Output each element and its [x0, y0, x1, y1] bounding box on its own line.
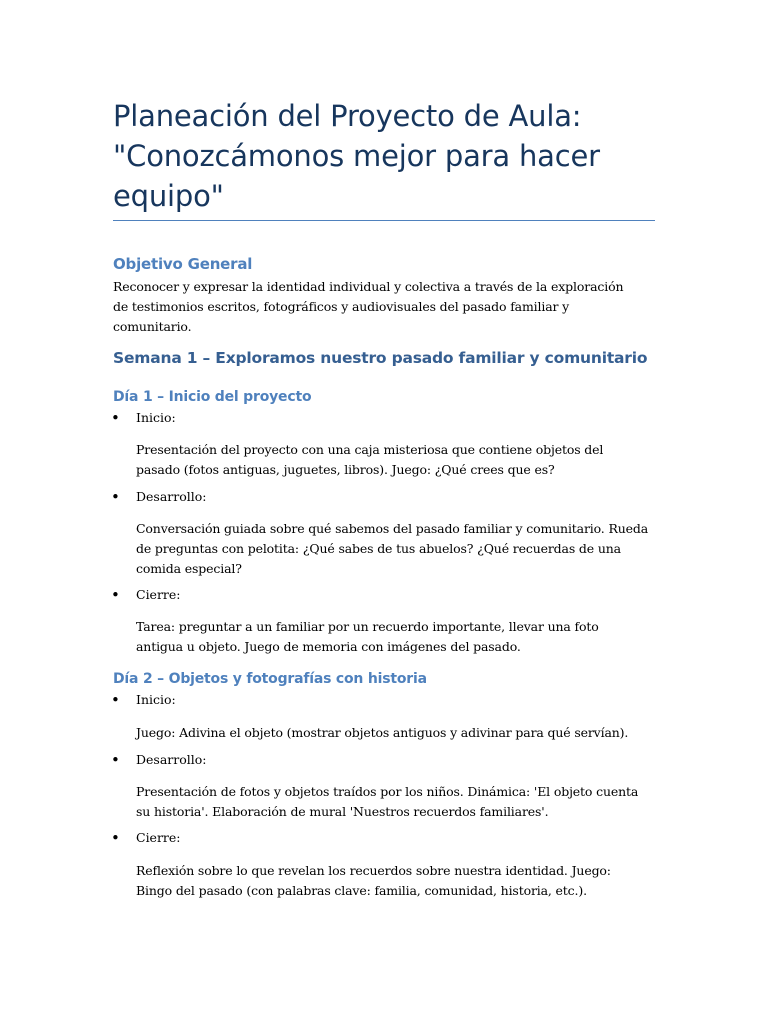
- day2-item-inicio-text: Juego: Adivina el objeto (mostrar objetos antiguos y adivinar para qué servían).: [136, 725, 629, 740]
- bullet-icon: •: [111, 586, 120, 604]
- day2-item-desarrollo-label: Desarrollo:: [136, 752, 207, 767]
- document-title: Planeación del Proyecto de Aula: "Conozcámonos mejor para hacer equipo": [113, 99, 600, 213]
- title-divider: [113, 220, 655, 221]
- day2-item-desarrollo-text: Presentación de fotos y objetos traídos por los niños. Dinámica: 'El objeto cuenta su historia'. Elaboración de mural 'Nuestros recuerdos familiares'.: [136, 784, 639, 819]
- day2-item-cierre-text: Reflexión sobre lo que revelan los recuerdos sobre nuestra identidad. Juego: Bingo del pasado (con palabras clave: familia, comunidad, historia, etc.).: [136, 863, 611, 898]
- day2-item-cierre-label: Cierre:: [136, 830, 181, 845]
- day1-item-desarrollo-label: Desarrollo:: [136, 489, 207, 504]
- day2-item-inicio-label: Inicio:: [136, 692, 176, 707]
- day2-heading: Día 2 – Objetos y fotografías con historia: [113, 671, 427, 687]
- bullet-icon: •: [111, 409, 120, 427]
- day1-item-inicio-text: Presentación del proyecto con una caja misteriosa que contiene objetos del pasado (fotos antiguas, juguetes, libros). Juego: ¿Qué crees que es?: [136, 442, 604, 477]
- objective-heading: Objetivo General: [113, 255, 253, 273]
- day1-item-cierre-text: Tarea: preguntar a un familiar por un recuerdo importante, llevar una foto antigua u objeto. Juego de memoria con imágenes del pasado.: [136, 619, 599, 654]
- day1-item-cierre-label: Cierre:: [136, 587, 181, 602]
- day1-item-desarrollo-text: Conversación guiada sobre qué sabemos del pasado familiar y comunitario. Rueda de preguntas con pelotita: ¿Qué sabes de tus abuelos? ¿Qué recuerdas de una comida especial?: [136, 521, 649, 576]
- week1-heading: Semana 1 – Exploramos nuestro pasado familiar y comunitario: [113, 349, 648, 367]
- day1-item-inicio-label: Inicio:: [136, 410, 176, 425]
- bullet-icon: •: [111, 829, 120, 847]
- day1-heading: Día 1 – Inicio del proyecto: [113, 389, 312, 405]
- bullet-icon: •: [111, 691, 120, 709]
- bullet-icon: •: [111, 488, 120, 506]
- bullet-icon: •: [111, 751, 120, 769]
- objective-text: Reconocer y expresar la identidad individual y colectiva a través de la exploración de testimonios escritos, fotográficos y audiovisuales del pasado familiar y comunitario.: [113, 279, 624, 334]
